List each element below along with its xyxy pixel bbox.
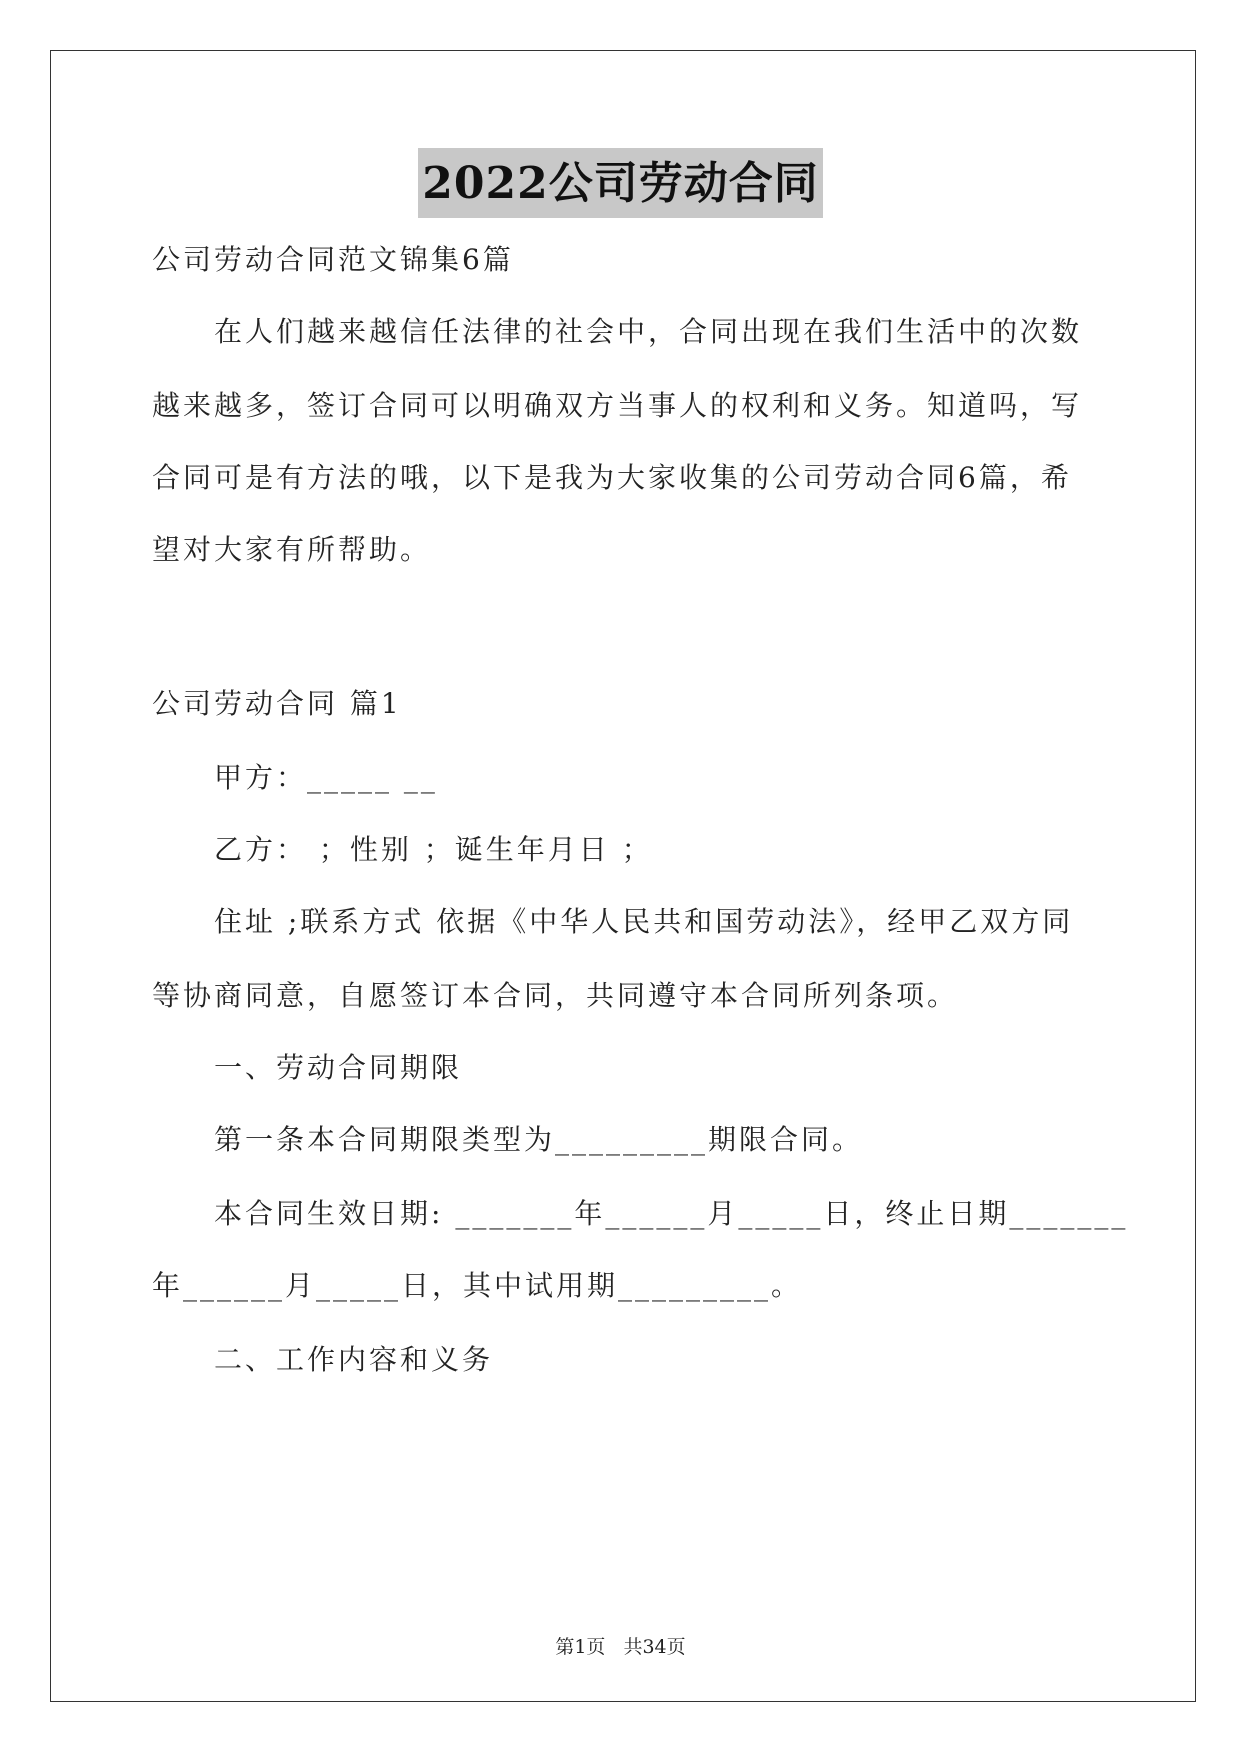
party-b-line: 乙方： ；性别 ；诞生年月日 ； [214,833,653,866]
page-footer [0,1632,1241,1659]
page-border [50,50,1196,1702]
title-container [0,148,1241,218]
page-number-current: 第1页 [555,1636,606,1658]
address-line-2: 等协商同意，自愿签订本合同，共同遵守本合同所列条项。 [152,979,959,1012]
intro-line-1: 在人们越来越信任法律的社会中，合同出现在我们生活中的次数 [214,315,1083,348]
effective-date-line-2: 年______月_____日，其中试用期_________。 [152,1269,803,1302]
party-a-line: 甲方：_____ __ [214,761,438,794]
intro-line-2: 越来越多，签订合同可以明确双方当事人的权利和义务。知道吗，写 [152,389,1083,422]
intro-line-4: 望对大家有所帮助。 [152,533,432,566]
address-line-1: 住址 ;联系方式 依据《中华人民共和国劳动法》，经甲乙双方同 [214,905,1074,938]
document-subtitle: 公司劳动合同范文锦集6篇 [152,243,514,276]
section-heading: 公司劳动合同 篇1 [152,687,402,720]
page-number-total: 共34页 [623,1636,686,1658]
effective-date-line-1: 本合同生效日期: _______年______月_____日，终止日期_______ [214,1197,1129,1230]
intro-line-3: 合同可是有方法的哦，以下是我为大家收集的公司劳动合同6篇，希 [152,461,1072,494]
clause-1-heading: 一、劳动合同期限 [214,1051,463,1084]
clause-2-heading: 二、工作内容和义务 [214,1343,494,1376]
article-1-line: 第一条本合同期限类型为_________期限合同。 [214,1123,864,1156]
document-title: 2022公司劳动合同 [418,148,822,218]
